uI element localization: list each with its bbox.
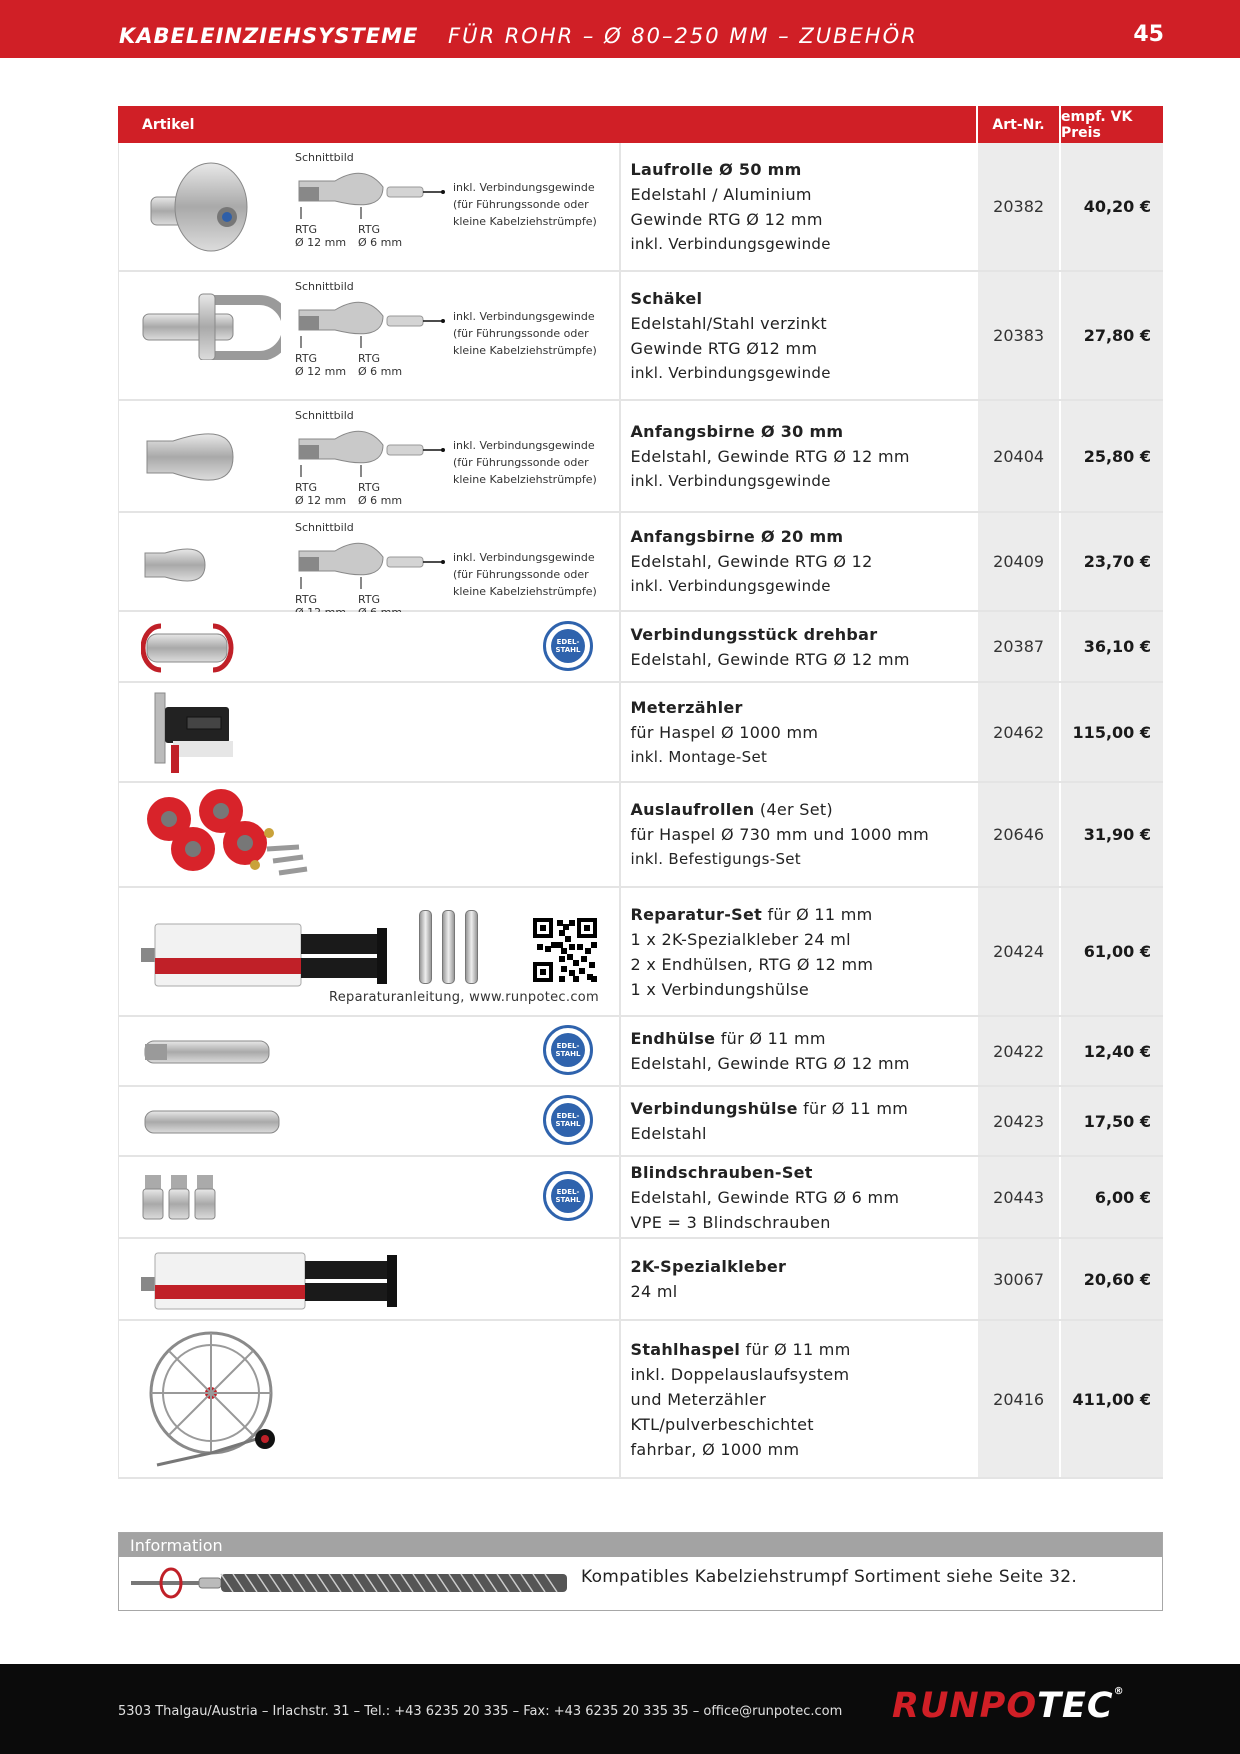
rtg-label-12mm: RTG Ø 12 mm <box>295 223 347 249</box>
information-box <box>118 1532 1163 1611</box>
product-description <box>621 513 977 610</box>
table-body <box>118 143 1163 1479</box>
product-description <box>621 683 977 781</box>
table-row <box>118 888 1163 1017</box>
article-number: 20462 <box>978 683 1059 781</box>
product-image-cell <box>119 272 621 399</box>
cross-section-drawing <box>295 537 445 595</box>
header-subtitle: FÜR ROHR – Ø 80–250 MM – ZUBEHÖR <box>448 24 918 48</box>
price: 12,40 € <box>1061 1017 1163 1085</box>
product-detail-line: Edelstahl, Gewinde RTG Ø 12 mm <box>630 446 910 466</box>
table-row <box>118 143 1163 272</box>
cross-section-drawing <box>295 167 445 225</box>
product-image-cell <box>119 1321 621 1477</box>
product-image-cell <box>119 143 621 270</box>
thread-note: inkl. Verbindungsgewinde (für Führungssonde oder kleine Kabelziehstrümpfe) <box>453 551 597 598</box>
page-number: 45 <box>1133 22 1164 47</box>
product-name: Auslaufrollen <box>630 800 755 819</box>
swivel-connector-image <box>141 620 241 680</box>
article-number: 20387 <box>978 612 1059 681</box>
table-row <box>118 783 1163 888</box>
product-name: Anfangsbirne Ø 20 mm <box>630 527 844 546</box>
product-description <box>621 783 977 886</box>
product-table <box>118 106 1163 1479</box>
table-row <box>118 401 1163 513</box>
page-header <box>0 0 1240 58</box>
price: 17,50 € <box>1061 1087 1163 1155</box>
article-number: 30067 <box>978 1239 1059 1319</box>
shackle-image <box>141 290 281 364</box>
blind-screws-image <box>141 1171 221 1235</box>
pear-head-20-image <box>141 543 211 591</box>
table-row <box>118 1087 1163 1157</box>
schnittbild-label: Schnittbild <box>295 521 354 534</box>
price: 115,00 € <box>1061 683 1163 781</box>
information-label: Information <box>119 1533 1162 1557</box>
product-image-cell <box>119 1087 621 1155</box>
product-detail-line: 2 x Endhülsen, RTG Ø 12 mm <box>630 954 874 974</box>
product-name: 2K-Spezialkleber <box>630 1257 787 1276</box>
stainless-steel-badge-icon: EDEL- STAHL <box>543 1025 593 1075</box>
steel-reel-image <box>147 1325 287 1479</box>
product-detail-line: Gewinde RTG Ø 12 mm <box>630 209 823 229</box>
table-row <box>118 683 1163 783</box>
product-image-cell <box>119 513 621 610</box>
product-image-cell <box>119 1017 621 1085</box>
price: 36,10 € <box>1061 612 1163 681</box>
thread-note: inkl. Verbindungsgewinde (für Führungssonde oder kleine Kabelziehstrümpfe) <box>453 310 597 357</box>
product-detail-line: Edelstahl, Gewinde RTG Ø 12 mm <box>630 1054 910 1073</box>
price: 411,00 € <box>1061 1321 1163 1477</box>
exit-rollers-image <box>139 789 309 893</box>
article-number: 20409 <box>978 513 1059 610</box>
product-image-cell <box>119 888 621 1015</box>
meter-counter-image <box>147 687 237 783</box>
article-number: 20422 <box>978 1017 1059 1085</box>
cross-section-drawing <box>295 425 445 483</box>
repair-kit-image <box>141 916 391 1000</box>
product-name-suffix: (4er Set) <box>754 800 833 819</box>
rtg-label-12mm: RTG <box>295 593 318 606</box>
rtg-label-12mm: RTG Ø 12 mm <box>295 352 347 378</box>
product-description <box>621 1017 977 1085</box>
price: 61,00 € <box>1061 888 1163 1015</box>
header-title: KABELEINZIEHSYSTEME <box>119 24 419 48</box>
product-detail-line: fahrbar, Ø 1000 mm <box>630 1439 800 1459</box>
product-image-cell <box>119 683 621 781</box>
rtg-label-6mm: RTG <box>358 593 381 606</box>
product-image-cell <box>119 1239 621 1319</box>
product-description <box>621 1239 977 1319</box>
stainless-steel-badge-icon: EDEL- STAHL <box>543 1095 593 1145</box>
product-description <box>621 612 977 681</box>
product-detail-line: inkl. Befestigungs-Set <box>630 850 801 868</box>
pear-head-30-image <box>141 427 241 491</box>
table-header <box>118 106 1163 143</box>
product-detail-line: 24 ml <box>630 1282 678 1301</box>
column-header-art-nr: Art-Nr. <box>978 106 1059 143</box>
product-detail-line: Edelstahl, Gewinde RTG Ø 6 mm <box>630 1187 900 1207</box>
product-detail-line: inkl. Verbindungsgewinde <box>630 234 831 253</box>
product-detail-line: Edelstahl, Gewinde RTG Ø 12 <box>630 552 873 571</box>
adhesive-cartridge-image <box>141 1247 401 1321</box>
stainless-steel-badge-icon: EDEL- STAHL <box>543 621 593 671</box>
page-footer <box>0 1664 1240 1754</box>
table-row <box>118 1157 1163 1239</box>
information-text: Kompatibles Kabelziehstrumpf Sortiment siehe Seite 32. <box>581 1567 1078 1587</box>
product-name: Verbindungsstück drehbar <box>630 624 878 644</box>
table-row <box>118 513 1163 612</box>
qr-code-icon <box>533 918 597 986</box>
end-sleeve-image <box>141 1035 281 1075</box>
product-detail-line: Edelstahl, Gewinde RTG Ø 12 mm <box>630 649 910 669</box>
product-detail-line: Edelstahl/Stahl verzinkt <box>630 313 827 333</box>
product-detail-line: 1 x 2K-Spezialkleber 24 ml <box>630 929 851 949</box>
product-detail-line: inkl. Verbindungsgewinde <box>630 363 831 382</box>
pulley-image <box>141 157 261 261</box>
column-header-artikel: Artikel <box>118 106 976 143</box>
product-description <box>621 1157 977 1237</box>
schnittbild-label: Schnittbild <box>295 280 354 293</box>
product-name: Laufrolle Ø 50 mm <box>630 159 802 179</box>
product-description <box>621 272 977 399</box>
product-name: Blindschrauben-Set <box>630 1162 813 1182</box>
article-number: 20443 <box>978 1157 1059 1237</box>
article-number: 20424 <box>978 888 1059 1015</box>
product-image-cell <box>119 401 621 511</box>
rtg-label-6mm: RTG Ø 6 mm <box>358 352 403 378</box>
product-name: Verbindungshülse <box>630 1099 798 1118</box>
product-detail-line: Edelstahl <box>630 1124 707 1143</box>
table-row <box>118 612 1163 683</box>
product-detail-line: inkl. Verbindungsgewinde <box>630 577 831 595</box>
product-name-suffix: für Ø 11 mm <box>797 1099 909 1118</box>
schnittbild-label: Schnittbild <box>295 409 354 422</box>
price: 27,80 € <box>1061 272 1163 399</box>
price: 25,80 € <box>1061 401 1163 511</box>
price: 6,00 € <box>1061 1157 1163 1237</box>
product-image-cell <box>119 783 621 886</box>
thread-note: inkl. Verbindungsgewinde (für Führungssonde oder kleine Kabelziehstrümpfe) <box>453 439 597 486</box>
product-name: Meterzähler <box>630 697 743 717</box>
rtg-label-6mm: RTG Ø 6 mm <box>358 223 403 249</box>
price: 23,70 € <box>1061 513 1163 610</box>
footer-address: 5303 Thalgau/Austria – Irlachstr. 31 – Tel.: +43 6235 20 335 – Fax: +43 6235 20 335 35 – office@runpotec.com <box>118 1704 843 1719</box>
cable-stocking-image <box>129 1565 569 1601</box>
article-number: 20404 <box>978 401 1059 511</box>
product-detail-line: Edelstahl / Aluminium <box>630 184 812 204</box>
product-image-cell <box>119 612 621 681</box>
product-name-suffix: für Ø 11 mm <box>740 1339 851 1359</box>
product-detail-line: und Meterzähler <box>630 1389 767 1409</box>
price: 20,60 € <box>1061 1239 1163 1319</box>
product-detail-line: KTL/pulverbeschichtet <box>630 1414 814 1434</box>
stainless-steel-badge-icon: EDEL- STAHL <box>543 1171 593 1221</box>
article-number: 20646 <box>978 783 1059 886</box>
product-description <box>621 1087 977 1155</box>
product-detail-line: inkl. Verbindungsgewinde <box>630 471 831 490</box>
article-number: 20423 <box>978 1087 1059 1155</box>
product-detail-line: für Haspel Ø 1000 mm <box>630 722 819 742</box>
table-row <box>118 1239 1163 1321</box>
product-name: Stahlhaspel <box>630 1339 741 1359</box>
product-description <box>621 401 977 511</box>
table-row <box>118 1017 1163 1087</box>
cross-section-drawing <box>295 296 445 354</box>
product-description <box>621 1321 977 1477</box>
runpotec-logo: RUNPOTEC® <box>892 1686 1125 1726</box>
table-row <box>118 272 1163 401</box>
price: 40,20 € <box>1061 143 1163 270</box>
end-sleeves-image <box>419 910 478 984</box>
product-image-cell <box>119 1157 621 1237</box>
article-number: 20383 <box>978 272 1059 399</box>
schnittbild-label: Schnittbild <box>295 151 354 164</box>
product-name: Schäkel <box>630 288 703 308</box>
product-detail-line: 1 x Verbindungshülse <box>630 979 810 999</box>
column-header-price: empf. VK Preis <box>1061 106 1163 143</box>
product-name-suffix: für Ø 11 mm <box>715 1029 826 1048</box>
product-detail-line: für Haspel Ø 730 mm und 1000 mm <box>630 825 930 844</box>
article-number: 20382 <box>978 143 1059 270</box>
product-detail-line: Gewinde RTG Ø12 mm <box>630 338 818 358</box>
product-detail-line: inkl. Doppelauslaufsystem <box>630 1364 850 1384</box>
rtg-label-6mm: RTG Ø 6 mm <box>358 481 403 507</box>
product-description <box>621 888 977 1015</box>
product-name: Endhülse <box>630 1029 716 1048</box>
connecting-sleeve-image <box>141 1105 281 1145</box>
repair-instructions-caption: Reparaturanleitung, www.runpotec.com <box>329 990 599 1005</box>
product-name: Reparatur-Set <box>630 904 763 924</box>
article-number: 20416 <box>978 1321 1059 1477</box>
table-row <box>118 1321 1163 1479</box>
product-name-suffix: für Ø 11 mm <box>762 904 873 924</box>
rtg-label-12mm: RTG Ø 12 mm <box>295 481 347 507</box>
product-description <box>621 143 977 270</box>
product-name: Anfangsbirne Ø 30 mm <box>630 421 844 441</box>
product-detail-line: VPE = 3 Blindschrauben <box>630 1212 831 1232</box>
thread-note: inkl. Verbindungsgewinde (für Führungssonde oder kleine Kabelziehstrümpfe) <box>453 181 597 228</box>
price: 31,90 € <box>1061 783 1163 886</box>
product-detail-line: inkl. Montage-Set <box>630 747 768 766</box>
